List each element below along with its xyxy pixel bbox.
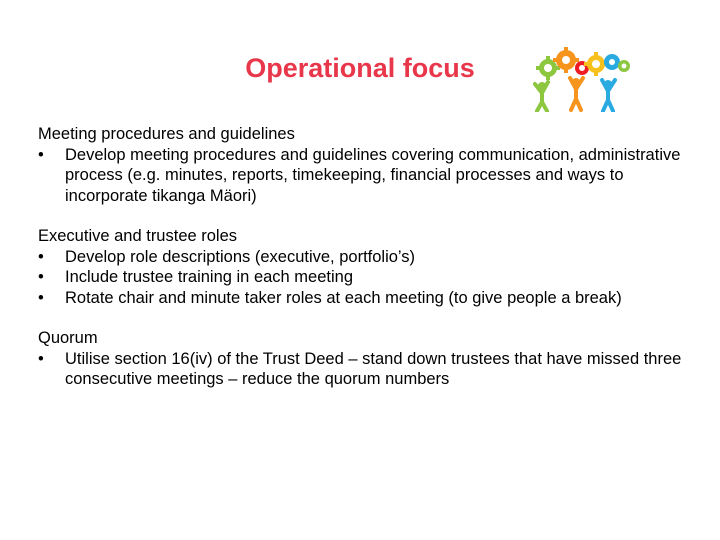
bullet-text: Develop role descriptions (executive, portfolio’s) xyxy=(65,247,416,266)
bullet-item xyxy=(38,288,698,309)
bullet-list xyxy=(38,349,698,390)
bullet-text: Develop meeting procedures and guidelines covering communication, administrative process (e.g. minutes, reports, timekeeping, financial processes and ways to incorporate tikanga Mäori) xyxy=(65,145,681,205)
bullet-list xyxy=(38,145,698,207)
slide-title: Operational focus xyxy=(245,53,475,83)
section-quorum xyxy=(38,328,698,390)
section-heading: Executive and trustee roles xyxy=(38,227,238,245)
section-heading: Quorum xyxy=(38,329,98,347)
bullet-item xyxy=(38,247,698,268)
section-meeting-procedures xyxy=(38,124,698,206)
bullet-icon: • xyxy=(38,288,44,307)
section-heading: Meeting procedures and guidelines xyxy=(38,125,295,143)
slide-content xyxy=(38,124,698,410)
gears-and-people-icon xyxy=(526,38,638,112)
bullet-item xyxy=(38,145,698,207)
bullet-text: Utilise section 16(iv) of the Trust Deed – stand down trustees that have missed three consecutive meetings – reduce the quorum numbers xyxy=(65,349,682,388)
bullet-icon: • xyxy=(38,247,44,266)
bullet-text: Rotate chair and minute taker roles at each meeting (to give people a break) xyxy=(65,288,622,307)
bullet-item xyxy=(38,349,698,390)
bullet-icon: • xyxy=(38,268,44,286)
bullet-item xyxy=(38,267,698,288)
bullet-icon: • xyxy=(38,349,44,368)
section-executive-trustee-roles xyxy=(38,226,698,308)
bullet-text: Include trustee training in each meeting xyxy=(65,268,354,286)
bullet-icon: • xyxy=(38,145,44,164)
bullet-list xyxy=(38,247,698,309)
